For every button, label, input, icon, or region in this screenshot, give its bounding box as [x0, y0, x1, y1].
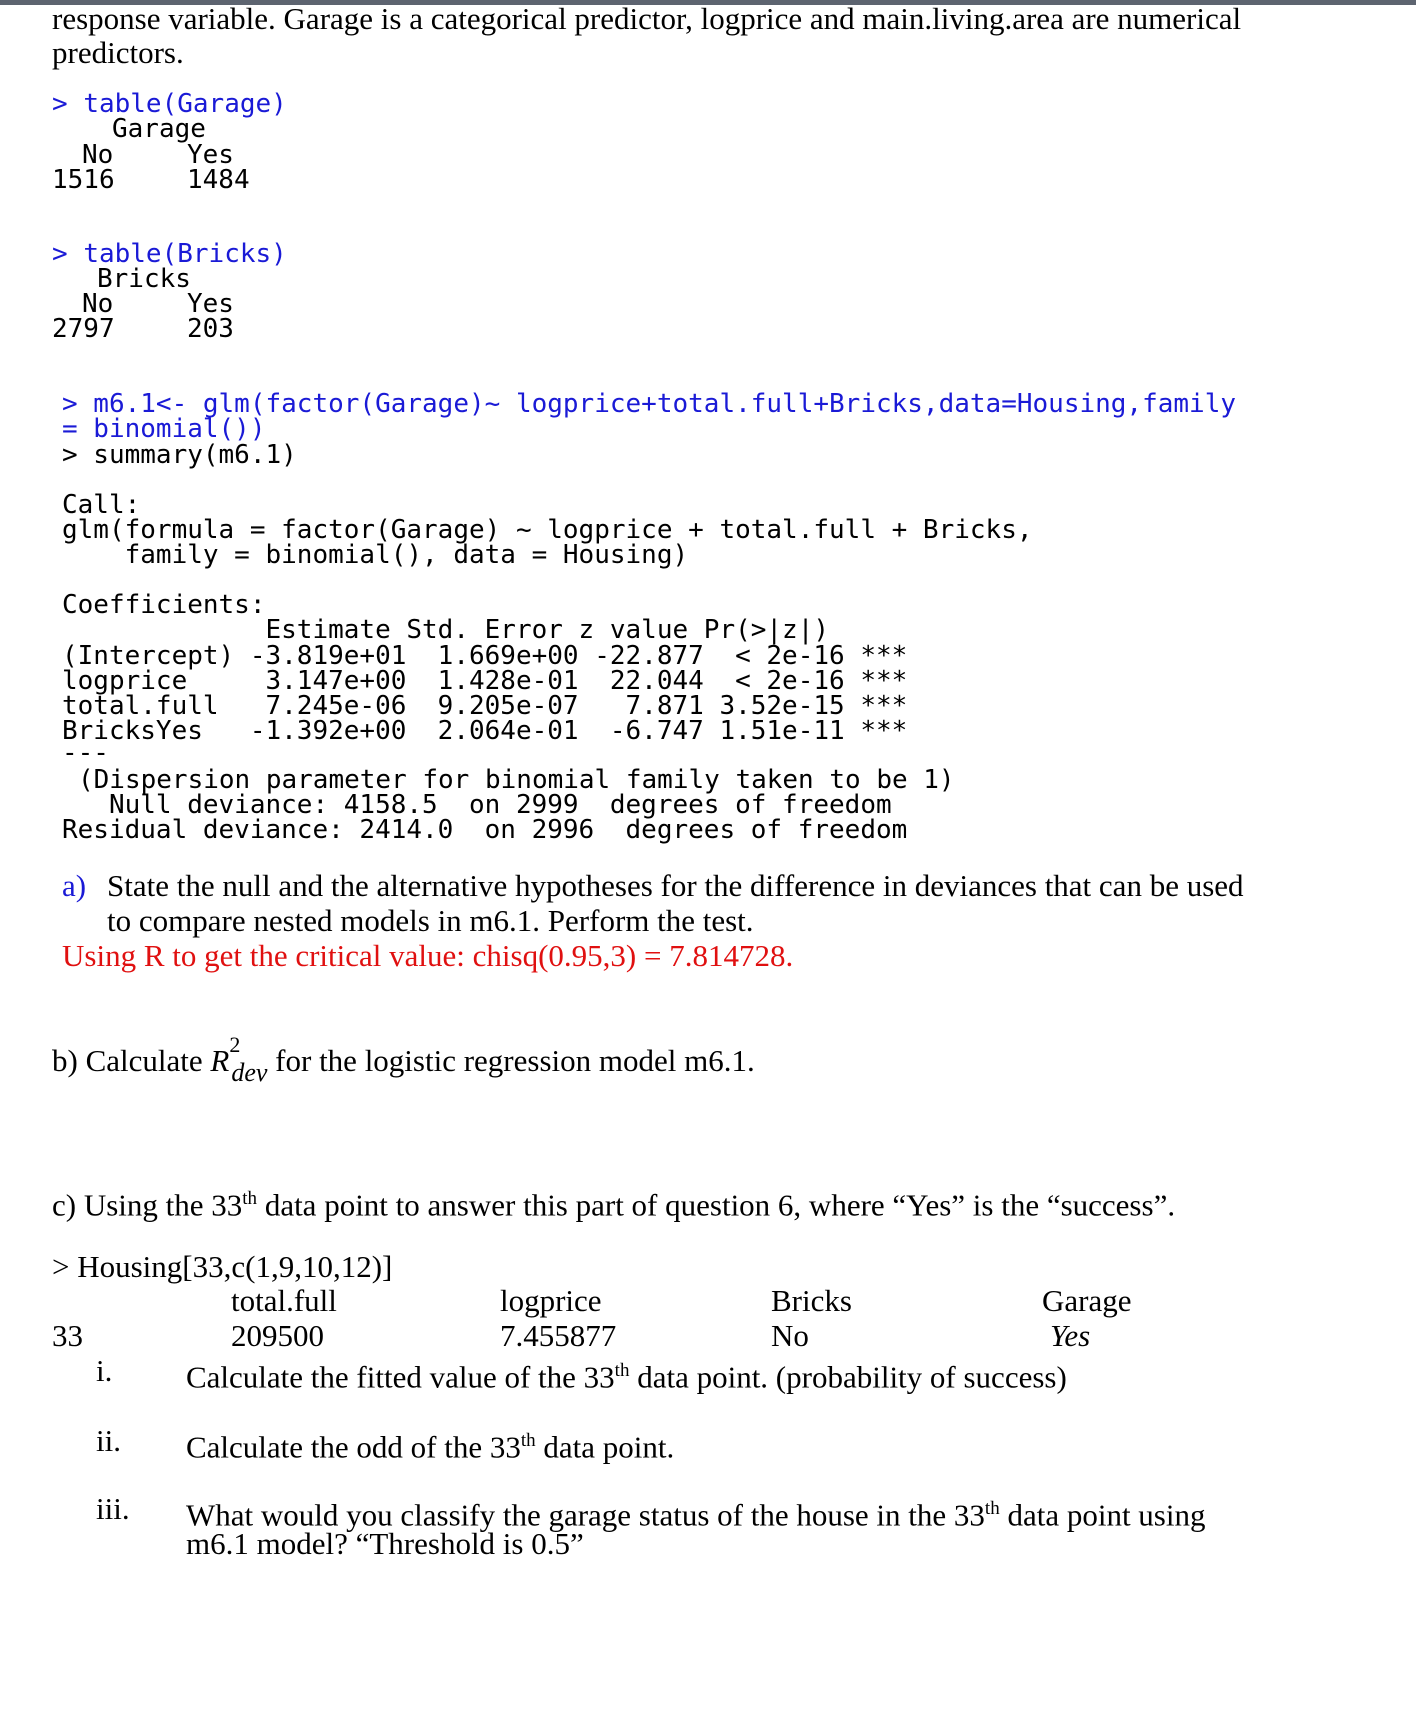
subpart-i-text: Calculate the fitted value of the 33th data point. (probability of success) [186, 1359, 1067, 1395]
housing-header-logprice: logprice [500, 1283, 602, 1318]
call-label: Call: [62, 490, 141, 520]
coefficient-row-intercept: (Intercept) -3.819e+01 1.669e+00 -22.877 < 2e-16 *** [62, 641, 908, 671]
question-a-label: a) [62, 868, 87, 903]
question-c: c) Using the 33th data point to answer this part of question 6, where “Yes” is the “success”. [52, 1187, 1176, 1223]
subpart-iii-text: What would you classify the garage status of the house in the 33th data point using [186, 1497, 1206, 1533]
housing-value-total-full: 209500 [231, 1318, 324, 1353]
coefficient-row-total-full: total.full 7.245e-06 9.205e-07 7.871 3.52e-15 *** [62, 691, 908, 721]
coefficient-row-logprice: logprice 3.147e+00 1.428e-01 22.044 < 2e-16 *** [62, 666, 908, 696]
subpart-iii-number: iii. [96, 1491, 130, 1526]
subpart-ii-text: Calculate the odd of the 33th data point. [186, 1429, 675, 1465]
housing-value-bricks: No [771, 1318, 809, 1353]
summary-command: > summary(m6.1) [62, 440, 297, 470]
bricks-count-no: 2797 [52, 314, 115, 344]
model-command-line-2: = binomial()) [62, 414, 266, 444]
bricks-count-yes: 203 [187, 314, 234, 344]
r-squared-dev-symbol: R 2 $_{dev}$ [210, 1032, 268, 1087]
call-line-2: family = binomial(), data = Housing) [62, 540, 689, 570]
null-deviance-line: Null deviance: 4158.5 on 2999 degrees of freedom [62, 790, 892, 820]
garage-table-command: > table(Garage) [52, 89, 287, 119]
housing-row-label: 33 [52, 1318, 83, 1353]
coefficient-row-bricks-yes: BricksYes -1.392e+00 2.064e-01 -6.747 1.51e-11 *** [62, 716, 908, 746]
bricks-level-yes: Yes [187, 289, 234, 319]
question-a-line-1: State the null and the alternative hypotheses for the difference in deviances that can be used [107, 868, 1244, 903]
garage-level-no: No [82, 140, 114, 170]
question-b: b) Calculate R 2 $_{dev}$ for the logistic regression model m6.1. [52, 1032, 755, 1087]
housing-command: > Housing[33,c(1,9,10,12)] [52, 1249, 393, 1284]
housing-value-logprice: 7.455877 [500, 1318, 617, 1353]
subpart-i-number: i. [96, 1353, 113, 1388]
question-a-line-2: to compare nested models in m6.1. Perform the test. [107, 903, 754, 938]
coefficients-header: Estimate Std. Error z value Pr(>|z|) [62, 615, 830, 645]
call-line-1: glm(formula = factor(Garage) ~ logprice + total.full + Bricks, [62, 515, 1033, 545]
garage-table-header: Garage [112, 114, 206, 144]
bricks-table-header: Bricks [97, 264, 191, 294]
residual-deviance-line: Residual deviance: 2414.0 on 2996 degrees of freedom [62, 815, 908, 845]
subpart-iii-line-2: m6.1 model? “Threshold is 0.5” [186, 1526, 584, 1561]
garage-level-yes: Yes [187, 140, 234, 170]
bricks-level-no: No [82, 289, 114, 319]
critical-value-note: Using R to get the critical value: chisq(0.95,3) = 7.814728. [62, 938, 794, 973]
garage-count-no: 1516 [52, 165, 115, 195]
dispersion-line: (Dispersion parameter for binomial family taken to be 1) [78, 765, 955, 795]
coefficients-separator: --- [62, 738, 109, 768]
coefficients-label: Coefficients: [62, 590, 266, 620]
model-command-line-1: > m6.1<- glm(factor(Garage)~ logprice+total.full+Bricks,data=Housing,family [62, 389, 1236, 419]
intro-line-2: predictors. [52, 35, 184, 70]
housing-header-bricks: Bricks [771, 1283, 852, 1318]
intro-line-1: response variable. Garage is a categorical predictor, logprice and main.living.area are numerical [52, 1, 1242, 36]
bricks-table-command: > table(Bricks) [52, 239, 287, 269]
garage-count-yes: 1484 [187, 165, 250, 195]
subpart-ii-number: ii. [96, 1423, 121, 1458]
housing-value-garage: Yes [1050, 1318, 1091, 1353]
housing-header-total-full: total.full [231, 1283, 337, 1318]
housing-header-garage: Garage [1042, 1283, 1132, 1318]
